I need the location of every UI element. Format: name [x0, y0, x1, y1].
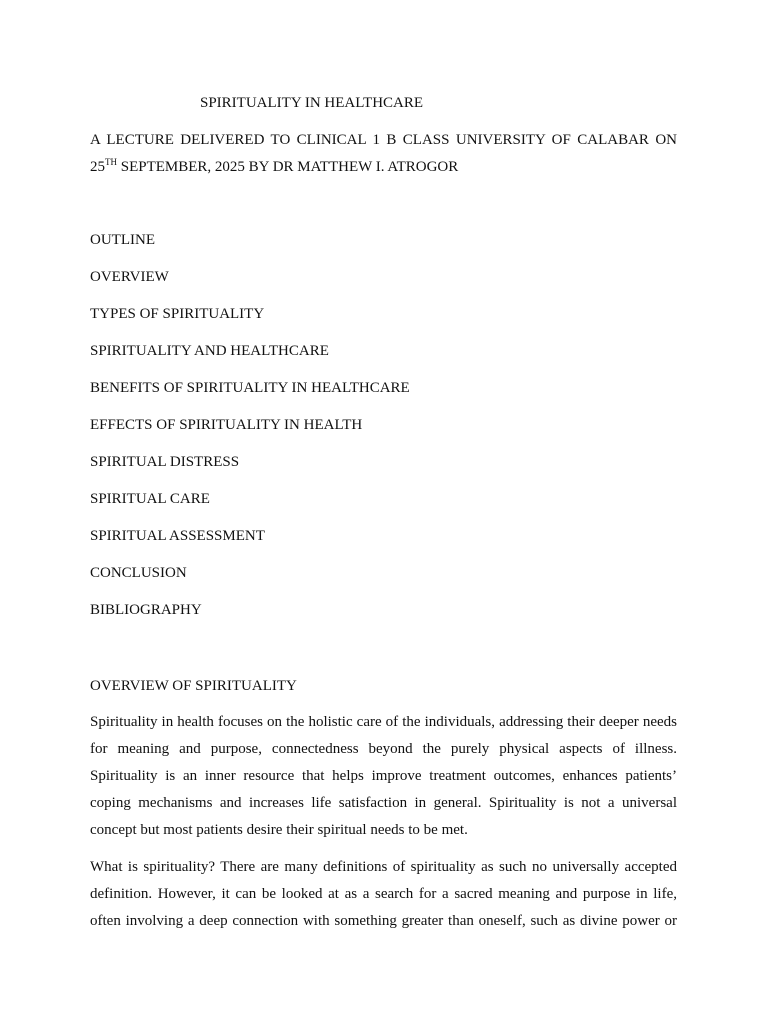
subtitle-line-2 [90, 154, 677, 181]
subtitle-day: 25 [90, 159, 105, 175]
paragraph-2-line-2: definition. However, it can be looked at as a search for a sacred meaning and purpose in life, [90, 886, 677, 902]
outline-item-conclusion: CONCLUSION [90, 565, 187, 581]
paragraph-1-line-5: concept but most patients desire their spiritual needs to be met. [90, 822, 468, 838]
subtitle-line-1: A LECTURE DELIVERED TO CLINICAL 1 B CLASS UNIVERSITY OF CALABAR ON [90, 132, 677, 148]
paragraph-1-line-2: for meaning and purpose, connectedness beyond the purely physical aspects of illness. [90, 741, 677, 757]
outline-item-benefits: BENEFITS OF SPIRITUALITY IN HEALTHCARE [90, 380, 410, 396]
overview-heading: OVERVIEW OF SPIRITUALITY [90, 678, 297, 694]
paragraph-2-line-3: often involving a deep connection with something greater than oneself, such as divine power or [90, 913, 677, 929]
outline-item-bibliography: BIBLIOGRAPHY [90, 602, 202, 618]
paragraph-1-line-3: Spirituality is an inner resource that helps improve treatment outcomes, enhances patients’ [90, 768, 677, 784]
subtitle-line-2-rest: SEPTEMBER, 2025 BY DR MATTHEW I. ATROGOR [117, 159, 459, 175]
lecture-subtitle [90, 127, 677, 181]
outline-item-types: TYPES OF SPIRITUALITY [90, 306, 265, 322]
outline-heading: OUTLINE [90, 232, 155, 248]
outline-item-assessment: SPIRITUAL ASSESSMENT [90, 528, 265, 544]
paragraph-2-line-1: What is spirituality? There are many definitions of spirituality as such no universally accepted [90, 859, 677, 875]
outline-item-overview: OVERVIEW [90, 269, 169, 285]
paragraph-1-line-4: coping mechanisms and increases life satisfaction in general. Spirituality is not a universal [90, 795, 677, 811]
outline-item-effects: EFFECTS OF SPIRITUALITY IN HEALTH [90, 417, 363, 433]
outline-item-care: SPIRITUAL CARE [90, 491, 210, 507]
subtitle-day-suffix: TH [105, 157, 117, 167]
outline-item-distress: SPIRITUAL DISTRESS [90, 454, 240, 470]
outline-item-healthcare: SPIRITUALITY AND HEALTHCARE [90, 343, 329, 359]
document-title: SPIRITUALITY IN HEALTHCARE [200, 95, 424, 111]
paragraph-1-line-1: Spirituality in health focuses on the holistic care of the individuals, addressing their deeper needs [90, 714, 677, 730]
